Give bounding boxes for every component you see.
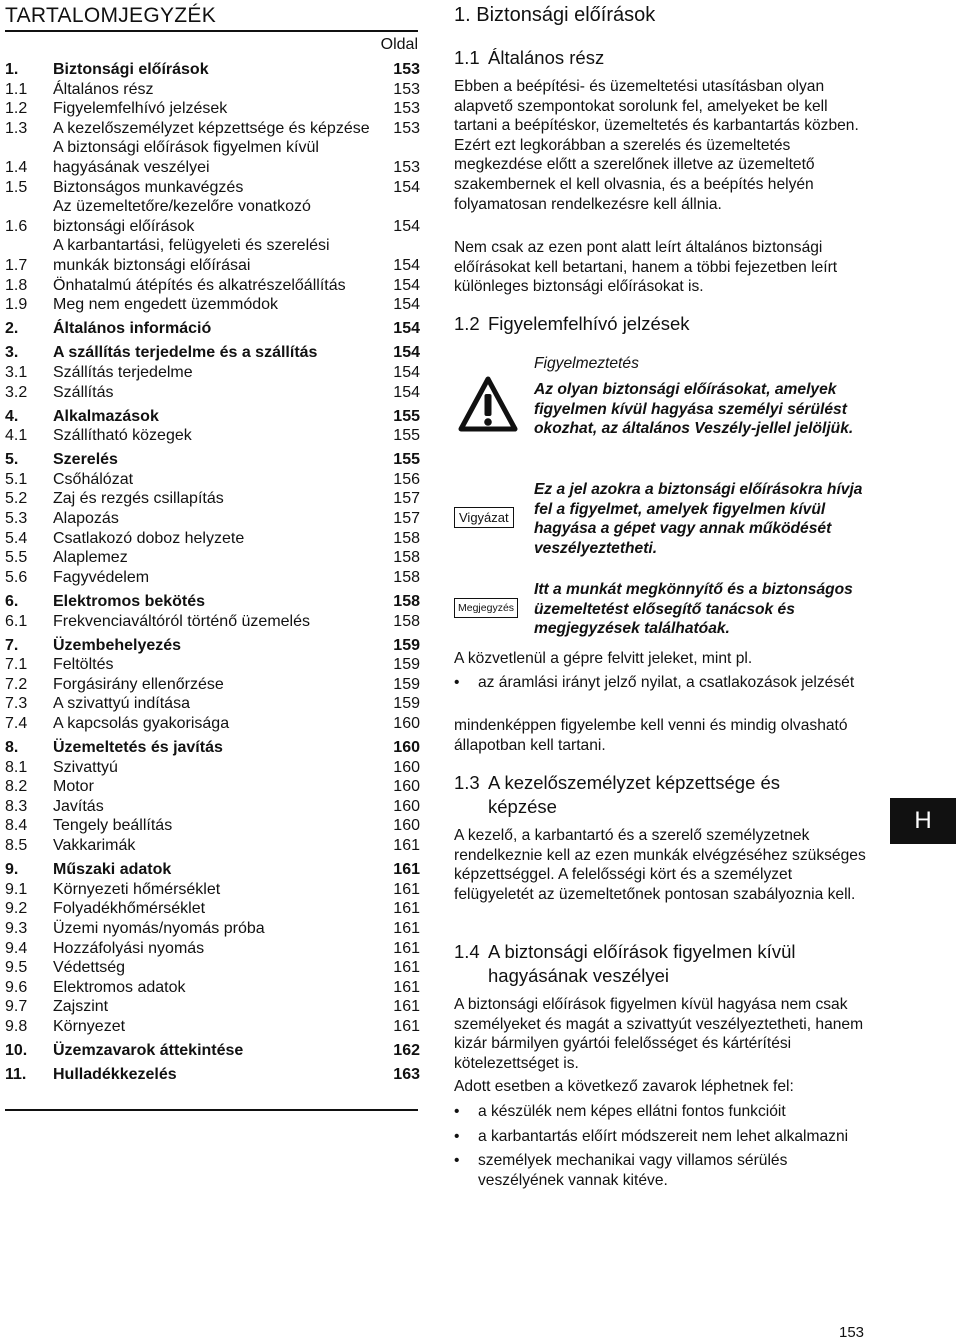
section-1-2-paragraph-1: A közvetlenül a gépre felvitt jeleket, mint pl. (454, 650, 753, 667)
toc-label: Tengely beállítás (53, 817, 173, 835)
toc-row[interactable] (5, 836, 420, 856)
toc-page: 154 (393, 363, 420, 381)
toc-page: 161 (393, 998, 420, 1016)
toc-number: 11. (5, 1066, 27, 1084)
toc-row[interactable] (5, 978, 420, 998)
section-title: Figyelemfelhívó jelzések (488, 313, 690, 334)
toc-number: 1.9 (5, 296, 28, 314)
toc-number: 8.4 (5, 817, 28, 835)
toc-label: Az üzemeltetőre/kezelőre vonatkozó biztonsági előírások (53, 198, 311, 235)
section-1-4-heading (454, 940, 795, 988)
caution-text: Ez a jel azokra a biztonsági előírásokra hívja fel a figyelmet, amelyek figyelmen kívül hagyása a gépet vagy annak működését veszélyeztetheti. (534, 481, 863, 557)
toc-page: 157 (393, 510, 420, 528)
section-title-line-2: képzése (488, 796, 557, 817)
toc-page: 153 (393, 61, 420, 78)
toc-number: 1.2 (5, 100, 28, 118)
section-1-4-paragraph-1: A biztonsági előírások figyelmen kívül hagyása nem csak személyeket és magát a szivattyút veszélyeztetheti, hanem kizár bármilyen gyártói felelősséget és kártérítési kötelezettséget is. (454, 996, 864, 1072)
toc-number: 7. (5, 636, 19, 654)
toc-chapter-row[interactable] (5, 738, 420, 758)
section-1-2-heading (454, 312, 690, 336)
section-1-4-paragraph-2: Adott esetben a következő zavarok léphetnek fel: (454, 1078, 794, 1095)
toc-number: 1.7 (5, 256, 28, 274)
toc-page: 155 (393, 407, 420, 425)
section-number: 1.4 (454, 941, 480, 962)
section-number: 1.3 (454, 772, 480, 793)
toc-page: 160 (393, 739, 420, 757)
warning-label: Figyelmeztetés (534, 355, 639, 372)
section-title-line-1: A biztonsági előírások figyelmen kívül (488, 941, 796, 962)
toc-number: 5.5 (5, 549, 28, 567)
toc-number: 3. (5, 344, 19, 362)
toc-row[interactable] (5, 119, 420, 139)
toc-row[interactable] (5, 777, 420, 797)
toc-number: 9.4 (5, 939, 28, 957)
toc-label: Általános rész (53, 80, 154, 98)
toc-label: Folyadékhőmérséklet (53, 900, 206, 918)
toc-row[interactable] (5, 694, 420, 714)
toc-row[interactable] (5, 568, 420, 588)
toc-label: Alaplemez (53, 549, 128, 567)
list-item: • az áramlási irányt jelző nyilat, a csatlakozások jelzését (454, 673, 870, 693)
toc-chapter-row[interactable] (5, 592, 420, 612)
toc-page: 158 (393, 529, 420, 547)
toc-page: 155 (393, 427, 420, 445)
toc-number: 1.1 (5, 80, 28, 98)
toc-row[interactable] (5, 939, 420, 959)
toc-page: 160 (393, 797, 420, 815)
toc-label: Zaj és rezgés csillapítás (53, 490, 224, 508)
toc-page: 160 (393, 758, 420, 776)
toc-number: 5.4 (5, 529, 28, 547)
toc-label: Üzembehelyezés (53, 636, 182, 654)
page-number: 153 (839, 1324, 865, 1341)
section-1-1-paragraph-2: Nem csak az ezen pont alatt leírt általános biztonsági előírásokat kell betartani, hanem a többi fejezetben leírt különleges biztonsági előírásokat is. (454, 239, 838, 296)
toc-row[interactable] (5, 99, 420, 119)
toc-chapter-row[interactable] (5, 1041, 420, 1061)
list-item: • személyek mechanikai vagy villamos sérülés veszélyének vannak kitéve. (454, 1151, 870, 1190)
toc-label: Üzemeltetés és javítás (53, 739, 223, 757)
toc-label: Biztonságos munkavégzés (53, 178, 244, 196)
toc-chapter-row[interactable] (5, 860, 420, 880)
language-tab: H (890, 798, 956, 844)
toc-row[interactable] (5, 797, 420, 817)
toc-page: 159 (393, 656, 420, 674)
toc-chapter-row[interactable] (5, 450, 420, 470)
toc-number: 4. (5, 407, 19, 425)
toc-list (5, 60, 420, 1085)
toc-number: 1. (5, 61, 19, 78)
toc-number: 3.2 (5, 383, 28, 401)
toc-row[interactable] (5, 363, 420, 383)
toc-page: 158 (393, 592, 420, 610)
toc-page: 161 (393, 919, 420, 937)
toc-label: A szivattyú indítása (53, 695, 190, 713)
toc-label: Figyelemfelhívó jelzések (53, 100, 228, 118)
toc-row[interactable] (5, 714, 420, 734)
toc-row[interactable] (5, 178, 420, 198)
section-1-2-bullet-list (454, 673, 870, 698)
toc-label: Környezet (53, 1017, 126, 1035)
toc-number: 6.1 (5, 612, 28, 630)
toc-page: 153 (393, 100, 420, 118)
toc-label: A karbantartási, felügyeleti és szerelési munkák biztonsági előírásai (53, 237, 330, 274)
section-title: Általános rész (488, 47, 605, 68)
toc-number: 5.6 (5, 568, 28, 586)
toc-row[interactable] (5, 470, 420, 490)
toc-row[interactable] (5, 426, 420, 446)
toc-chapter-row[interactable] (5, 407, 420, 427)
toc-number: 5. (5, 451, 19, 469)
toc-number: 4.1 (5, 427, 28, 445)
toc-number: 9.7 (5, 998, 28, 1016)
toc-number: 9.2 (5, 900, 28, 918)
toc-label: Fagyvédelem (53, 568, 150, 586)
toc-number: 9.1 (5, 880, 28, 898)
toc-page: 160 (393, 778, 420, 796)
toc-label: Önhatalmú átépítés és alkatrészelőállítás (53, 276, 346, 294)
toc-page: 161 (393, 861, 420, 879)
toc-number: 7.3 (5, 695, 28, 713)
toc-label: Motor (53, 778, 94, 796)
toc-page: 153 (393, 158, 420, 176)
toc-row[interactable] (5, 612, 420, 632)
toc-label: Elektromos adatok (53, 978, 186, 996)
section-1-1-heading (454, 46, 604, 70)
section-1-4-bullet-list (454, 1102, 870, 1195)
toc-page: 161 (393, 1017, 420, 1035)
toc-row[interactable] (5, 899, 420, 919)
toc-number: 9.6 (5, 978, 28, 996)
toc-label: Vakkarimák (53, 837, 136, 855)
toc-label: Alapozás (53, 510, 119, 528)
toc-number: 1.8 (5, 276, 28, 294)
toc-label: A biztonsági előírások figyelmen kívül hagyásának veszélyei (53, 139, 319, 176)
toc-page: 161 (393, 837, 420, 855)
toc-page: 154 (393, 276, 420, 294)
toc-page: 153 (393, 80, 420, 98)
toc-number: 8.5 (5, 837, 28, 855)
toc-label: Elektromos bekötés (53, 592, 206, 610)
toc-number: 2. (5, 320, 19, 338)
toc-label: Üzemzavarok áttekintése (53, 1042, 244, 1059)
toc-chapter-row[interactable] (5, 636, 420, 656)
toc-label: Meg nem engedett üzemmódok (53, 296, 279, 314)
toc-number: 9. (5, 861, 19, 879)
section-1-3-paragraph-1: A kezelő, a karbantartó és a szerelő személyzetnek rendelkeznie kell az ezen munkák elvégzéséhez szükséges képzettséggel. A felelősségi kört és a személyzet felügyeletét az üzemeltetőnek pontosan szabályoznia kell. (454, 827, 866, 903)
toc-label: A kezelőszemélyzet képzettsége és képzése (53, 119, 370, 137)
toc-page: 161 (393, 978, 420, 996)
toc-number: 3.1 (5, 363, 28, 381)
toc-number: 7.1 (5, 656, 28, 674)
toc-row[interactable] (5, 655, 420, 675)
toc-number: 8.1 (5, 758, 28, 776)
toc-page: 154 (393, 296, 420, 314)
section-title-line-2: hagyásának veszélyei (488, 965, 669, 986)
toc-number: 9.5 (5, 959, 28, 977)
toc-page: 154 (393, 344, 420, 362)
toc-page: 160 (393, 817, 420, 835)
toc-page: 154 (393, 383, 420, 401)
toc-label: Szállítás terjedelme (53, 363, 193, 381)
section-1-1-paragraph-1: Ebben a beépítési- és üzemeltetési utasításban olyan alapvető szempontokat sorolunk fel, amelyeket be kell tartani a beépítéskor, üzemeltetés és karbantartás közben. Ezért ezt legkorábban a szerelés és üzemeltetés megkezdése előtt a szerelőnek illetve az üzemeltető szakembernek el kell olvasnia, és a beépítés helyén folyamatosan rendelkezésre kell állnia. (454, 78, 859, 213)
toc-label: Szállítható közegek (53, 427, 192, 445)
toc-row[interactable] (5, 675, 420, 695)
toc-number: 1.4 (5, 158, 28, 176)
toc-label: Szállítás (53, 383, 114, 401)
toc-page: 154 (393, 178, 420, 196)
toc-page: 154 (393, 320, 420, 338)
toc-row[interactable] (5, 236, 420, 275)
warning-text: Az olyan biztonsági előírásokat, amelyek figyelmen kívül hagyása személyi sérülést okozhat, az általános Veszély-jellel jelöljük. (534, 381, 854, 438)
toc-row[interactable] (5, 529, 420, 549)
toc-label: Zajszint (53, 998, 109, 1016)
toc-row[interactable] (5, 548, 420, 568)
toc-number: 8. (5, 739, 19, 757)
toc-number: 6. (5, 592, 19, 610)
caution-box-label: Vigyázat (454, 507, 514, 528)
toc-label: Műszaki adatok (53, 861, 172, 879)
warning-triangle-icon (458, 376, 518, 432)
section-1-heading: 1. Biztonsági előírások (454, 4, 656, 26)
toc-chapter-row[interactable] (5, 343, 420, 363)
toc-number: 9.8 (5, 1017, 28, 1035)
toc-page: 160 (393, 715, 420, 732)
toc-number: 5.3 (5, 510, 28, 528)
toc-page: 154 (393, 217, 420, 235)
toc-number: 7.2 (5, 675, 28, 693)
toc-page: 158 (393, 568, 420, 586)
toc-label: Hozzáfolyási nyomás (53, 939, 205, 957)
toc-chapter-row[interactable] (5, 60, 420, 80)
toc-page: 153 (393, 119, 420, 137)
toc-label: Alkalmazások (53, 407, 159, 425)
toc-number: 9.3 (5, 919, 28, 937)
toc-number: 8.2 (5, 778, 28, 796)
note-box-label: Megjegyzés (454, 598, 518, 618)
toc-page: 161 (393, 959, 420, 977)
toc-end-rule (5, 1109, 418, 1111)
toc-page: 161 (393, 900, 420, 918)
toc-label: Csőhálózat (53, 470, 134, 488)
toc-row[interactable] (5, 80, 420, 100)
toc-label: Környezeti hőmérséklet (53, 880, 221, 898)
section-title-line-1: A kezelőszemélyzet képzettsége és (488, 772, 781, 793)
toc-title-rule (5, 30, 418, 32)
toc-label: Javítás (53, 797, 104, 815)
toc-label: Szivattyú (53, 758, 118, 776)
section-1-3-heading (454, 771, 780, 819)
toc-page: 159 (393, 675, 420, 693)
section-number: 1.2 (454, 313, 480, 334)
toc-number: 8.3 (5, 797, 28, 815)
toc-row[interactable] (5, 138, 420, 177)
toc-label: Csatlakozó doboz helyzete (53, 529, 245, 547)
list-item: • a készülék nem képes ellátni fontos funkcióit (454, 1102, 870, 1122)
section-1-2-paragraph-2: mindenképpen figyelembe kell venni és mindig olvasható állapotban kell tartani. (454, 717, 848, 754)
toc-number: 7.4 (5, 715, 28, 732)
toc-label: Forgásirány ellenőrzése (53, 675, 224, 693)
toc-label: Hulladékkezelés (53, 1066, 177, 1084)
toc-label: Általános információ (53, 320, 212, 338)
toc-row[interactable] (5, 997, 420, 1017)
section-number: 1.1 (454, 47, 480, 68)
toc-page: 155 (393, 451, 420, 469)
note-text: Itt a munkát megkönnyítő és a biztonságos üzemeltetést elősegítő tanácsok és megjegyzések találhatóak. (534, 581, 853, 638)
toc-page-column-header: Oldal (380, 36, 418, 53)
toc-page: 162 (393, 1042, 420, 1059)
toc-row[interactable] (5, 1017, 420, 1037)
toc-page: 156 (393, 470, 420, 488)
toc-label: A szállítás terjedelme és a szállítás (53, 344, 318, 362)
toc-row[interactable] (5, 489, 420, 509)
toc-page: 159 (393, 695, 420, 713)
toc-row[interactable] (5, 276, 420, 296)
toc-number: 1.3 (5, 119, 28, 137)
toc-chapter-row[interactable] (5, 1065, 420, 1085)
toc-page: 161 (393, 939, 420, 957)
toc-number: 10. (5, 1042, 28, 1059)
toc-row[interactable] (5, 509, 420, 529)
toc-row[interactable] (5, 758, 420, 778)
toc-chapter-row[interactable] (5, 319, 420, 339)
toc-label: Védettség (53, 959, 126, 977)
toc-number: 5.1 (5, 470, 28, 488)
toc-page: 157 (393, 490, 420, 508)
toc-row[interactable] (5, 816, 420, 836)
toc-label: Szerelés (53, 451, 118, 469)
toc-label: Üzemi nyomás/nyomás próba (53, 919, 265, 937)
toc-number: 1.5 (5, 178, 28, 196)
toc-number: 5.2 (5, 490, 28, 508)
toc-label: A kapcsolás gyakorisága (53, 715, 230, 732)
list-item: • a karbantartás előírt módszereit nem lehet alkalmazni (454, 1127, 870, 1147)
toc-page: 158 (393, 612, 420, 630)
toc-row[interactable] (5, 919, 420, 939)
toc-number: 1.6 (5, 217, 28, 235)
toc-label: Biztonsági előírások (53, 61, 209, 78)
toc-page: 159 (393, 636, 420, 654)
toc-title: TARTALOMJEGYZÉK (5, 4, 217, 27)
toc-row[interactable] (5, 383, 420, 403)
toc-row[interactable] (5, 295, 420, 315)
toc-page: 158 (393, 549, 420, 567)
toc-label: Feltöltés (53, 656, 114, 674)
toc-page: 163 (393, 1066, 420, 1084)
toc-row[interactable] (5, 880, 420, 900)
toc-page: 154 (393, 256, 420, 274)
toc-row[interactable] (5, 197, 420, 236)
toc-page: 161 (393, 880, 420, 898)
toc-row[interactable] (5, 958, 420, 978)
toc-label: Frekvenciaváltóról történő üzemelés (53, 612, 311, 630)
